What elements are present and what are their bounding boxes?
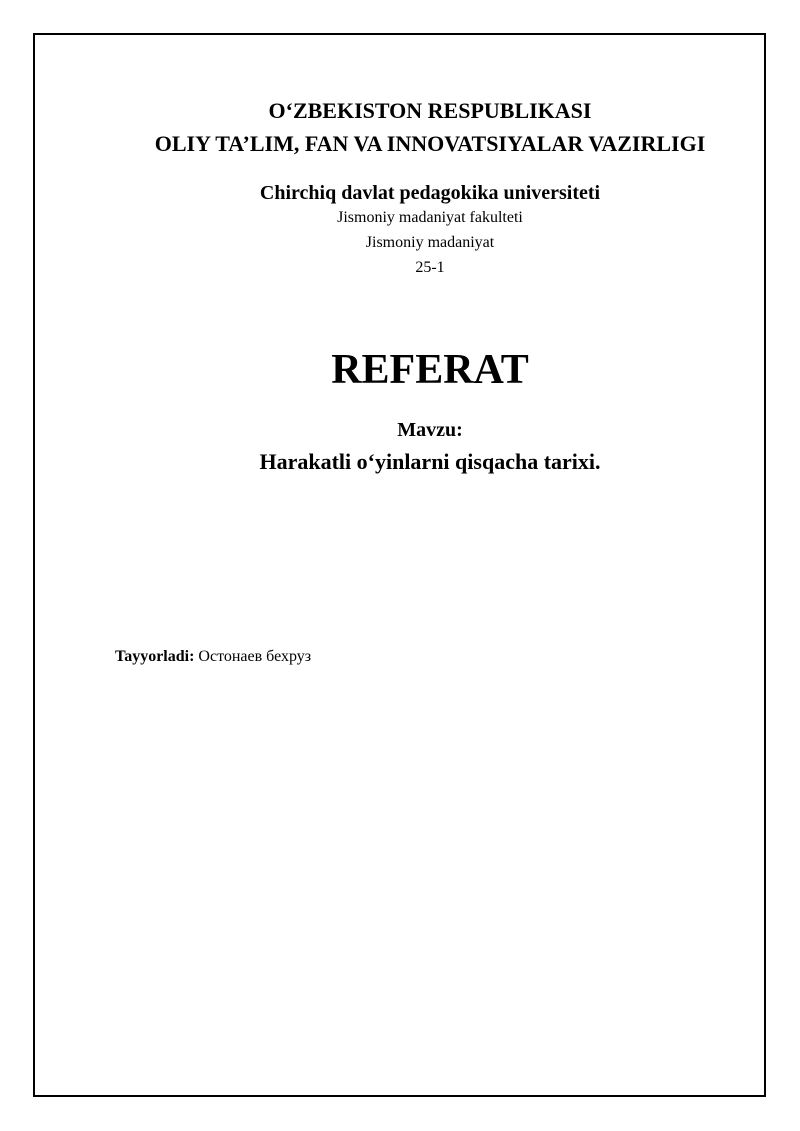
prepared-by-label: Tayyorladi: <box>115 648 195 665</box>
group-number: 25-1 <box>415 259 445 276</box>
prepared-by <box>115 648 311 666</box>
prepared-by-name: Остонаев бехруз <box>198 648 312 665</box>
topic-label: Mavzu: <box>397 419 463 441</box>
university-name: Chirchiq davlat pedagokika universiteti <box>259 182 601 204</box>
faculty-name: Jismoniy madaniyat fakulteti <box>337 209 523 226</box>
country-heading: O‘ZBEKISTON RESPUBLIKASI <box>268 98 592 123</box>
ministry-heading: OLIY TA’LIM, FAN VA INNOVATSIYALAR VAZIRLIGI <box>154 131 706 156</box>
document-type-title: REFERAT <box>331 347 529 393</box>
topic-text: Harakatli o‘yinlarni qisqacha tarixi. <box>259 449 601 474</box>
department-name: Jismoniy madaniyat <box>365 234 495 251</box>
